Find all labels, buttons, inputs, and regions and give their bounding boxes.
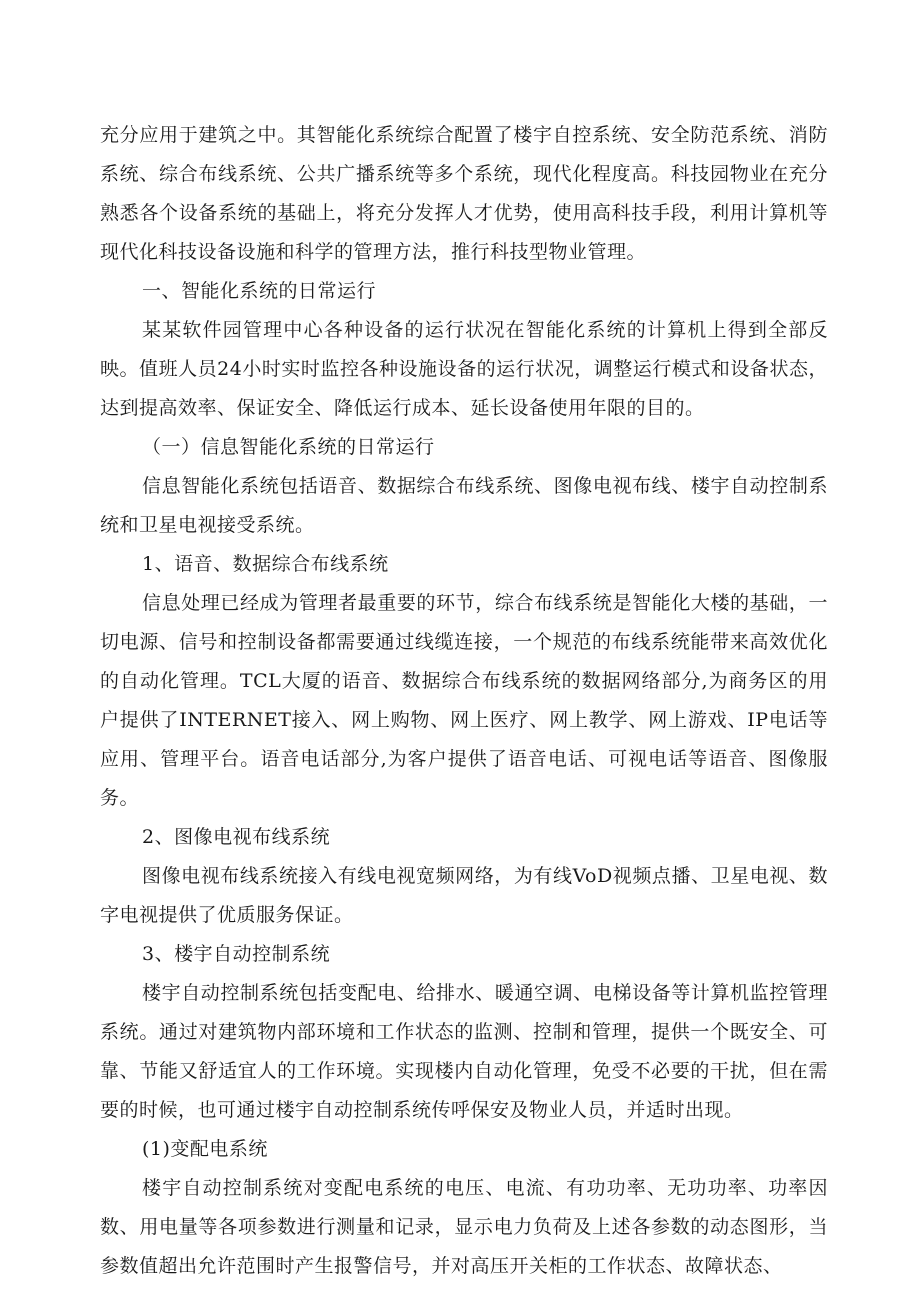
subsection-heading: （一）信息智能化系统的日常运行 bbox=[142, 436, 435, 458]
paragraph-continuation: 充分应用于建筑之中。其智能化系统综合配置了楼宇自控系统、安全防范系统、消防系统、综合布线系统、公共广播系统等多个系统，现代化程度高。科技园物业在充分熟悉各个设备系统的基础上，将充分发挥人才优势，使用高科技手段，利用计算机等现代化科技设备设施和科学的管理方法，推行科技型物业管理。 bbox=[100, 124, 828, 263]
paragraph: 信息处理已经成为管理者最重要的环节，综合布线系统是智能化大楼的基础，一切电源、信号和控制设备都需要通过线缆连接，一个规范的布线系统能带来高效优化的自动化管理。TCL大厦的语音、数据综合布线系统的数据网络部分,为商务区的用户提供了INTERNET接入、网上购物、网上医疗、网上教学、网上游戏、IP电话等应用、管理平台。语音电话部分,为客户提供了语音电话、可视电话等语音、图像服务。 bbox=[100, 592, 828, 809]
paragraph: 楼宇自动控制系统包括变配电、给排水、暖通空调、电梯设备等计算机监控管理系统。通过对建筑物内部环境和工作状态的监测、控制和管理，提供一个既安全、可靠、节能又舒适宜人的工作环境。实现楼内自动化管理，免受不必要的干扰，但在需要的时候，也可通过楼宇自动控制系统传呼保安及物业人员，并适时出现。 bbox=[100, 982, 828, 1121]
item-heading: 1、语音、数据综合布线系统 bbox=[142, 553, 389, 575]
paragraph: 楼宇自动控制系统对变配电系统的电压、电流、有功功率、无功功率、功率因数、用电量等各项参数进行测量和记录，显示电力负荷及上述各参数的动态图形，当参数值超出允许范围时产生报警信号，并对高压开关柜的工作状态、故障状态、 bbox=[100, 1177, 828, 1277]
section-heading: 一、智能化系统的日常运行 bbox=[142, 280, 377, 302]
item-heading: (1)变配电系统 bbox=[142, 1138, 268, 1160]
item-heading: 3、楼宇自动控制系统 bbox=[142, 943, 331, 965]
item-heading: 2、图像电视布线系统 bbox=[142, 826, 331, 848]
document-body bbox=[100, 116, 828, 1286]
paragraph: 图像电视布线系统接入有线电视宽频网络，为有线VoD视频点播、卫星电视、数字电视提供了优质服务保证。 bbox=[100, 865, 828, 926]
paragraph: 信息智能化系统包括语音、数据综合布线系统、图像电视布线、楼宇自动控制系统和卫星电视接受系统。 bbox=[100, 475, 828, 536]
paragraph: 某某软件园管理中心各种设备的运行状况在智能化系统的计算机上得到全部反映。值班人员24小时实时监控各种设施设备的运行状况，调整运行模式和设备状态，达到提高效率、保证安全、降低运行成本、延长设备使用年限的目的。 bbox=[100, 319, 828, 419]
